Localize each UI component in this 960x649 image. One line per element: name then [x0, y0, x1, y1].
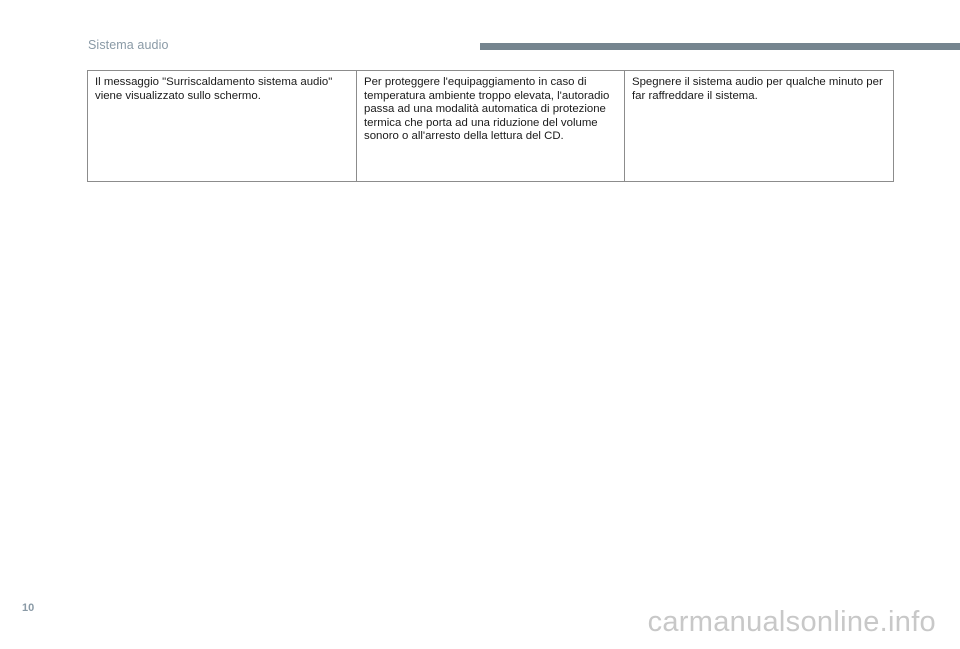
- page-number: 10: [22, 602, 35, 614]
- problem-cell: Il messaggio "Surriscaldamento sistema audio" viene visualizzato sullo schermo.: [88, 71, 357, 182]
- troubleshooting-table: [87, 70, 894, 182]
- section-title: Sistema audio: [88, 38, 169, 52]
- table-row: [88, 71, 894, 182]
- watermark: carmanualsonline.info: [647, 606, 936, 638]
- cause-cell: Per proteggere l'equipaggiamento in caso di temperatura ambiente troppo elevata, l'autoradio passa ad una modalità automatica di protezione termica che porta ad una riduzione del volume sonoro o all'arresto della lettura del CD.: [357, 71, 625, 182]
- solution-cell: Spegnere il sistema audio per qualche minuto per far raffreddare il sistema.: [625, 71, 894, 182]
- header-bar: [480, 43, 960, 50]
